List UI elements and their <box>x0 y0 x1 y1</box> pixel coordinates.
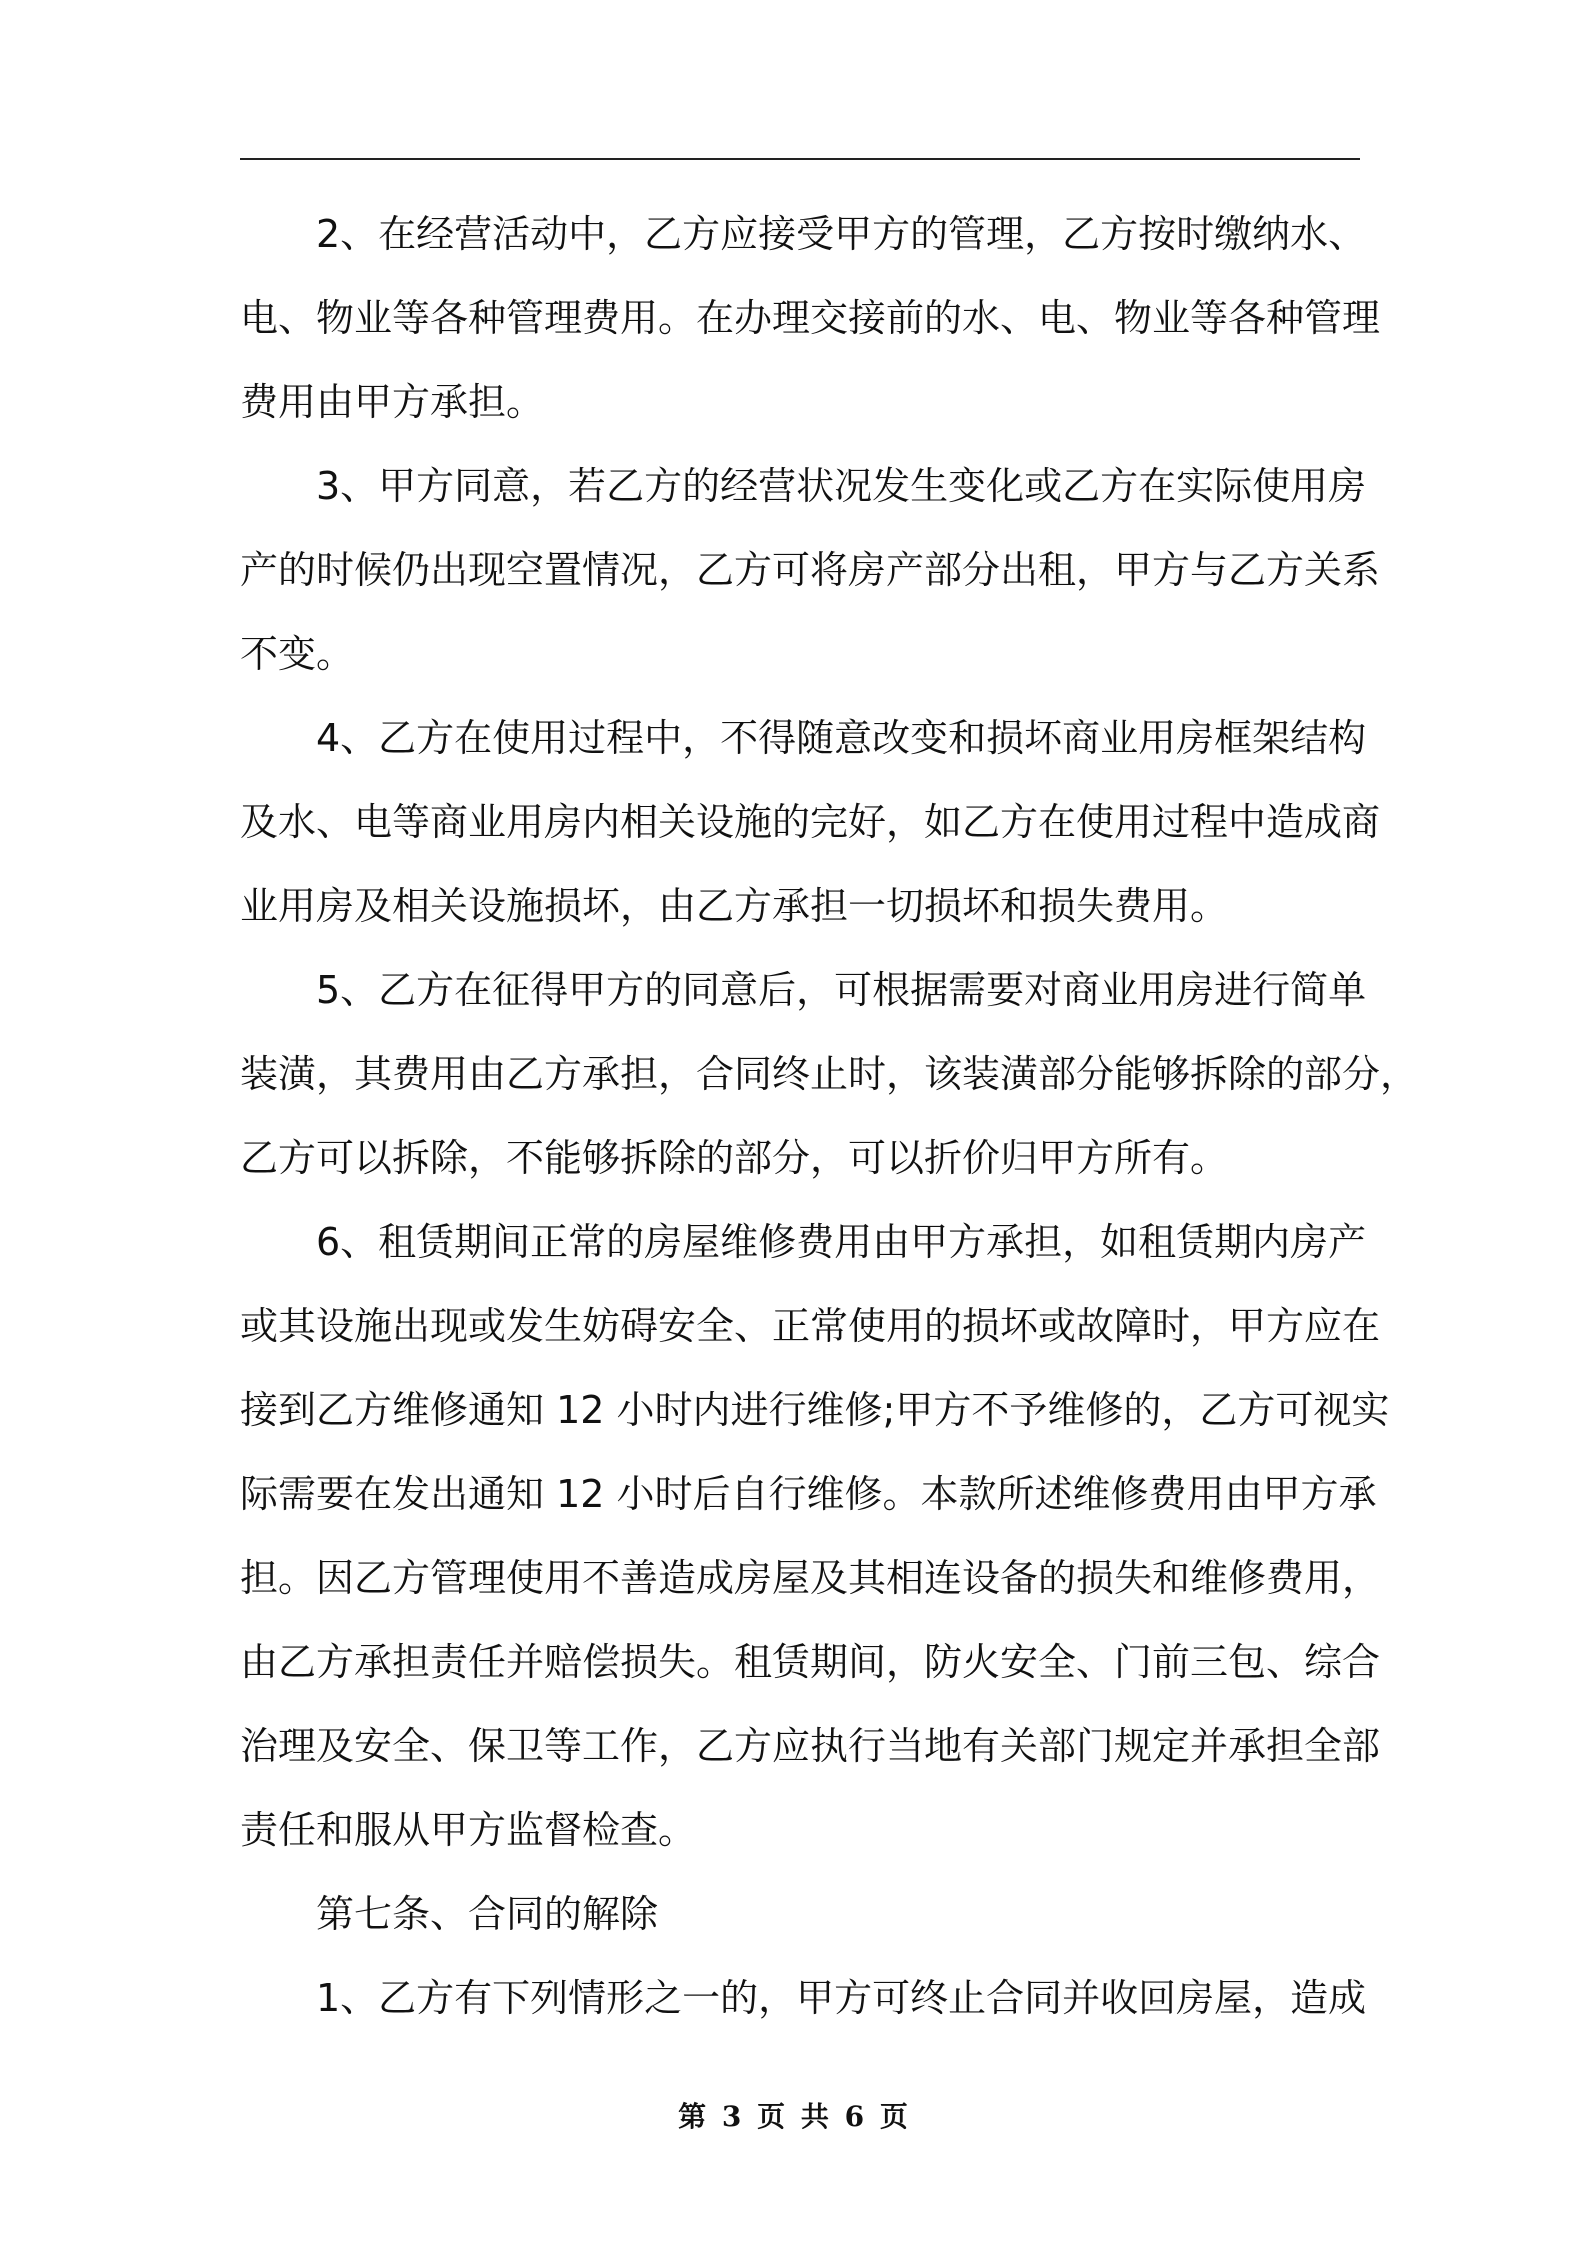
body-line: 1、乙方有下列情形之一的，甲方可终止合同并收回房屋，造成 <box>316 1976 1367 2020</box>
body-line: 6、租赁期间正常的房屋维修费用由甲方承担，如租赁期内房产 <box>316 1220 1367 1264</box>
body-line: 或其设施出现或发生妨碍安全、正常使用的损坏或故障时，甲方应在 <box>240 1304 1381 1348</box>
body-line: 乙方可以拆除，不能够拆除的部分，可以折价归甲方所有。 <box>240 1136 1229 1180</box>
body-line: 及水、电等商业用房内相关设施的完好，如乙方在使用过程中造成商 <box>240 800 1381 844</box>
page-footer: 第 3 页 共 6 页 <box>678 2100 908 2133</box>
body-line: 5、乙方在征得甲方的同意后，可根据需要对商业用房进行简单 <box>316 968 1367 1012</box>
body-line: 费用由甲方承担。 <box>240 380 545 424</box>
body-line: 电、物业等各种管理费用。在办理交接前的水、电、物业等各种管理 <box>240 296 1381 340</box>
body-line: 装潢，其费用由乙方承担，合同终止时，该装潢部分能够拆除的部分， <box>240 1052 1419 1096</box>
section-heading: 第七条、合同的解除 <box>316 1892 659 1936</box>
body-line: 接到乙方维修通知 12 小时内进行维修;甲方不予维修的，乙方可视实 <box>240 1388 1390 1432</box>
body-line: 2、在经营活动中，乙方应接受甲方的管理，乙方按时缴纳水、 <box>316 212 1367 256</box>
body-line: 产的时候仍出现空置情况，乙方可将房产部分出租，甲方与乙方关系 <box>240 548 1381 592</box>
body-line: 际需要在发出通知 12 小时后自行维修。本款所述维修费用由甲方承 <box>240 1472 1377 1516</box>
body-line: 担。因乙方管理使用不善造成房屋及其相连设备的损失和维修费用， <box>240 1556 1381 1600</box>
body-line: 4、乙方在使用过程中，不得随意改变和损坏商业用房框架结构 <box>316 716 1367 760</box>
body-line: 不变。 <box>240 632 355 676</box>
header-rule <box>240 158 1360 160</box>
body-line: 3、甲方同意，若乙方的经营状况发生变化或乙方在实际使用房 <box>316 464 1367 508</box>
body-line: 业用房及相关设施损坏，由乙方承担一切损坏和损失费用。 <box>240 884 1229 928</box>
body-line: 由乙方承担责任并赔偿损失。租赁期间，防火安全、门前三包、综合 <box>240 1640 1381 1684</box>
body-line: 责任和服从甲方监督检查。 <box>240 1808 697 1852</box>
body-line: 治理及安全、保卫等工作，乙方应执行当地有关部门规定并承担全部 <box>240 1724 1381 1768</box>
